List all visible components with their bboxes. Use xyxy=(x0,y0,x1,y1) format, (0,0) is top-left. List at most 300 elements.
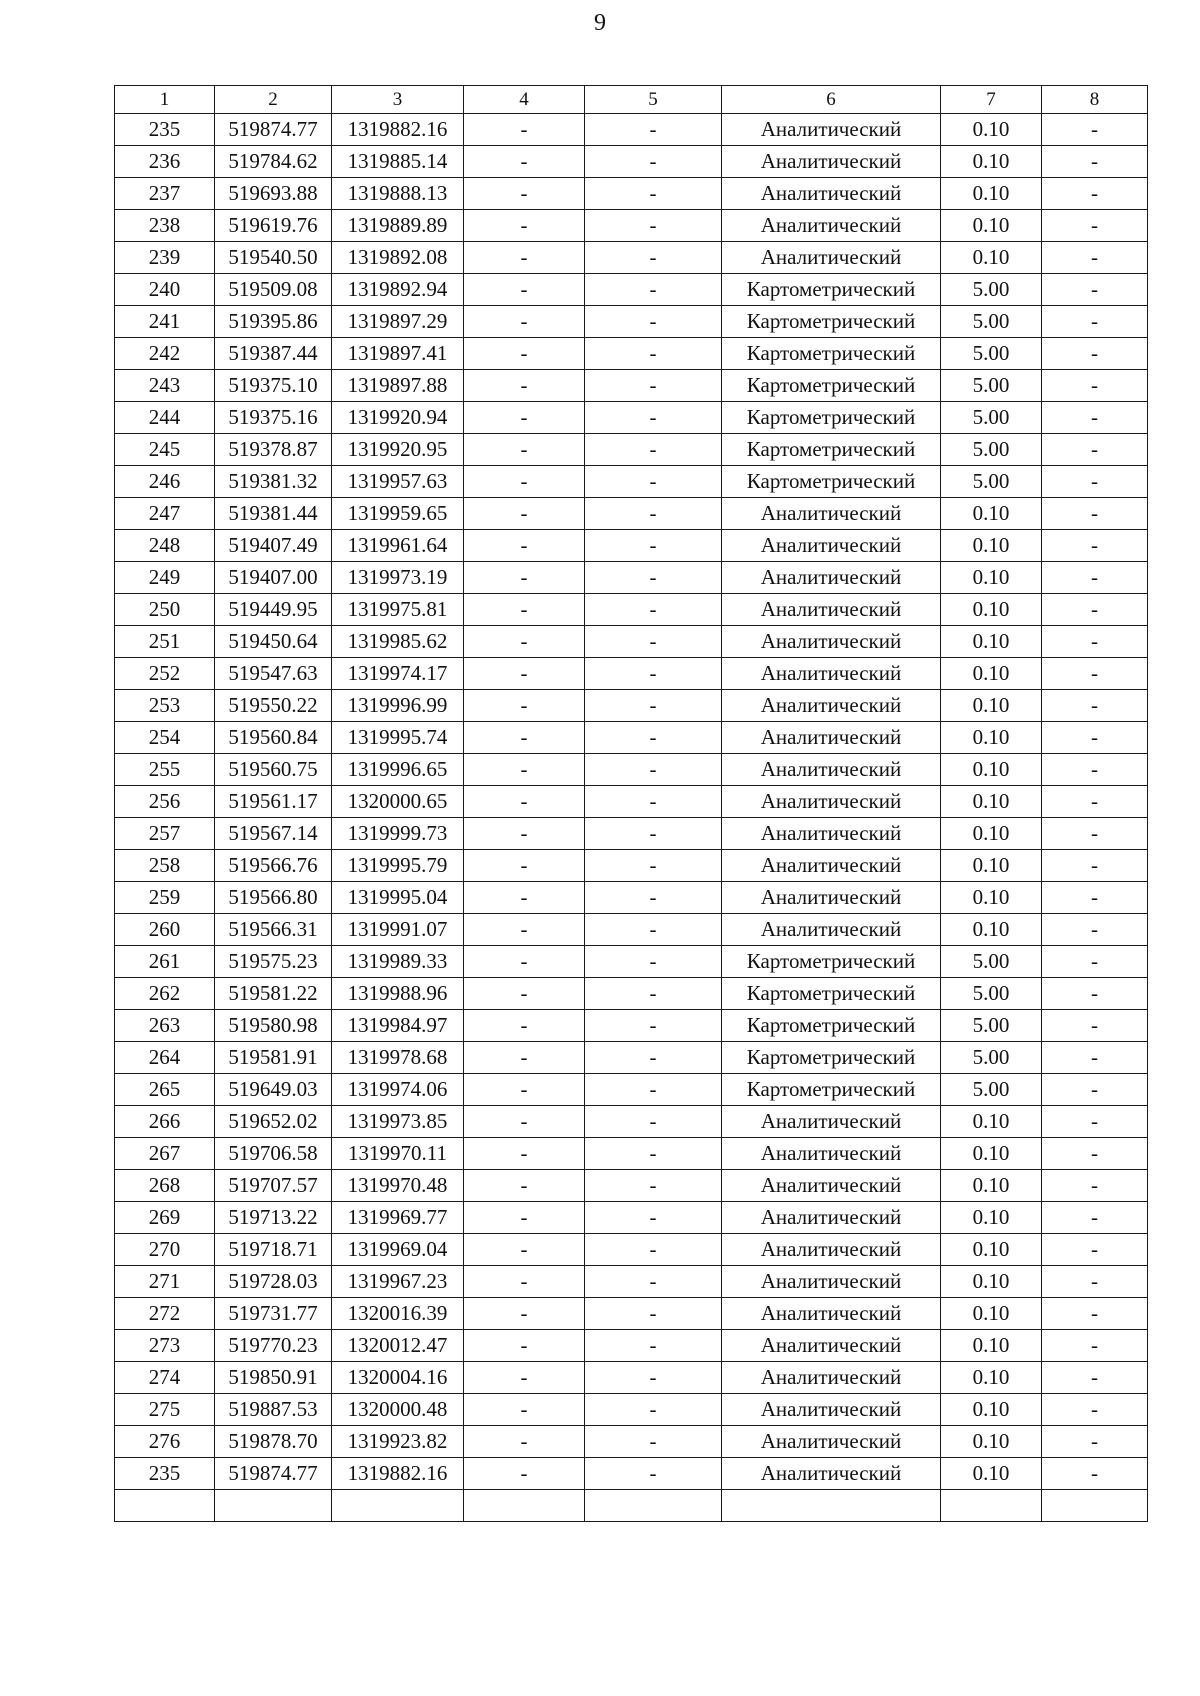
column-header-6: 6 xyxy=(722,86,941,114)
cell-x-coordinate: 519581.91 xyxy=(215,1042,332,1074)
cell-col-4: - xyxy=(464,498,585,530)
cell-x-coordinate: 519561.17 xyxy=(215,786,332,818)
table-row xyxy=(115,1074,1148,1106)
cell-col-5: - xyxy=(585,914,722,946)
cell-col-5: - xyxy=(585,562,722,594)
cell-y-coordinate: 1320000.48 xyxy=(332,1394,464,1426)
cell-point-number: 239 xyxy=(115,242,215,274)
cell-accuracy: 0.10 xyxy=(941,818,1042,850)
cell-col-8: - xyxy=(1042,978,1148,1010)
cell-col-4: - xyxy=(464,1298,585,1330)
cell-y-coordinate: 1319967.23 xyxy=(332,1266,464,1298)
table-row xyxy=(115,626,1148,658)
cell-accuracy: 0.10 xyxy=(941,1266,1042,1298)
cell-col-8: - xyxy=(1042,882,1148,914)
cell-col-4: - xyxy=(464,178,585,210)
cell-x-coordinate: 519375.10 xyxy=(215,370,332,402)
cell-col-8: - xyxy=(1042,754,1148,786)
cell-col-8: - xyxy=(1042,1106,1148,1138)
cell-method: Аналитический xyxy=(722,1458,941,1490)
cell-x-coordinate: 519407.49 xyxy=(215,530,332,562)
cell-col-4: - xyxy=(464,1330,585,1362)
cell-point-number: 243 xyxy=(115,370,215,402)
cell-method: Аналитический xyxy=(722,626,941,658)
cell-method: Аналитический xyxy=(722,690,941,722)
cell-col-5: - xyxy=(585,146,722,178)
cell-x-coordinate: 519770.23 xyxy=(215,1330,332,1362)
cell-x-coordinate: 519381.44 xyxy=(215,498,332,530)
cell-col-8: - xyxy=(1042,1170,1148,1202)
cell-point-number: 252 xyxy=(115,658,215,690)
cell-x-coordinate: 519566.31 xyxy=(215,914,332,946)
cell-accuracy: 0.10 xyxy=(941,562,1042,594)
cell-x-coordinate: 519581.22 xyxy=(215,978,332,1010)
cell-col-4: - xyxy=(464,1394,585,1426)
cell-y-coordinate: 1319961.64 xyxy=(332,530,464,562)
cell-y-coordinate: 1320016.39 xyxy=(332,1298,464,1330)
cell-accuracy: 0.10 xyxy=(941,1298,1042,1330)
cell-col-4: - xyxy=(464,754,585,786)
column-header-7: 7 xyxy=(941,86,1042,114)
cell-col-8: - xyxy=(1042,1298,1148,1330)
cell-point-number: 267 xyxy=(115,1138,215,1170)
cell-y-coordinate: 1319988.96 xyxy=(332,978,464,1010)
cell-y-coordinate: 1319885.14 xyxy=(332,146,464,178)
cell-method: Аналитический xyxy=(722,1266,941,1298)
cell-col-5: - xyxy=(585,1426,722,1458)
cell-col-4: - xyxy=(464,1362,585,1394)
cell-x-coordinate: 519395.86 xyxy=(215,306,332,338)
cell-x-coordinate: 519387.44 xyxy=(215,338,332,370)
cell-x-coordinate: 519540.50 xyxy=(215,242,332,274)
cell-accuracy: 0.10 xyxy=(941,658,1042,690)
cell-col-5: - xyxy=(585,1202,722,1234)
cell-y-coordinate: 1319892.94 xyxy=(332,274,464,306)
cell-accuracy: 0.10 xyxy=(941,1426,1042,1458)
cell-col-8: - xyxy=(1042,594,1148,626)
cell-accuracy: 0.10 xyxy=(941,1202,1042,1234)
cell-col-8: - xyxy=(1042,338,1148,370)
cell-y-coordinate: 1319970.11 xyxy=(332,1138,464,1170)
cell-col-5: - xyxy=(585,1042,722,1074)
cell-y-coordinate: 1319999.73 xyxy=(332,818,464,850)
empty-cell xyxy=(585,1490,722,1522)
cell-col-5: - xyxy=(585,658,722,690)
cell-col-4: - xyxy=(464,850,585,882)
cell-col-5: - xyxy=(585,1362,722,1394)
cell-col-4: - xyxy=(464,1138,585,1170)
cell-col-5: - xyxy=(585,242,722,274)
empty-cell xyxy=(722,1490,941,1522)
table-body xyxy=(115,86,1148,1522)
cell-col-8: - xyxy=(1042,146,1148,178)
cell-col-8: - xyxy=(1042,1074,1148,1106)
cell-y-coordinate: 1319920.95 xyxy=(332,434,464,466)
cell-method: Аналитический xyxy=(722,1234,941,1266)
column-header-8: 8 xyxy=(1042,86,1148,114)
cell-method: Аналитический xyxy=(722,1426,941,1458)
cell-col-8: - xyxy=(1042,242,1148,274)
cell-x-coordinate: 519560.75 xyxy=(215,754,332,786)
table-header-row xyxy=(115,86,1148,114)
cell-accuracy: 0.10 xyxy=(941,594,1042,626)
table-row xyxy=(115,146,1148,178)
cell-method: Аналитический xyxy=(722,146,941,178)
cell-col-4: - xyxy=(464,402,585,434)
cell-col-4: - xyxy=(464,722,585,754)
cell-point-number: 251 xyxy=(115,626,215,658)
cell-accuracy: 5.00 xyxy=(941,466,1042,498)
cell-x-coordinate: 519566.80 xyxy=(215,882,332,914)
cell-accuracy: 5.00 xyxy=(941,306,1042,338)
cell-col-4: - xyxy=(464,882,585,914)
cell-col-8: - xyxy=(1042,1010,1148,1042)
cell-col-4: - xyxy=(464,1202,585,1234)
cell-method: Аналитический xyxy=(722,914,941,946)
cell-y-coordinate: 1319923.82 xyxy=(332,1426,464,1458)
cell-accuracy: 0.10 xyxy=(941,722,1042,754)
cell-col-8: - xyxy=(1042,1234,1148,1266)
cell-method: Картометрический xyxy=(722,370,941,402)
column-header-5: 5 xyxy=(585,86,722,114)
cell-accuracy: 0.10 xyxy=(941,498,1042,530)
cell-method: Аналитический xyxy=(722,722,941,754)
cell-x-coordinate: 519378.87 xyxy=(215,434,332,466)
cell-accuracy: 0.10 xyxy=(941,210,1042,242)
cell-accuracy: 5.00 xyxy=(941,978,1042,1010)
table-row xyxy=(115,818,1148,850)
cell-method: Картометрический xyxy=(722,434,941,466)
cell-x-coordinate: 519619.76 xyxy=(215,210,332,242)
cell-accuracy: 0.10 xyxy=(941,1458,1042,1490)
cell-col-5: - xyxy=(585,690,722,722)
table-row xyxy=(115,1362,1148,1394)
cell-col-4: - xyxy=(464,1106,585,1138)
cell-col-4: - xyxy=(464,1234,585,1266)
cell-method: Аналитический xyxy=(722,1106,941,1138)
cell-method: Аналитический xyxy=(722,754,941,786)
cell-y-coordinate: 1319970.48 xyxy=(332,1170,464,1202)
cell-col-8: - xyxy=(1042,1458,1148,1490)
cell-accuracy: 0.10 xyxy=(941,1362,1042,1394)
cell-accuracy: 0.10 xyxy=(941,626,1042,658)
cell-col-5: - xyxy=(585,1298,722,1330)
cell-method: Картометрический xyxy=(722,466,941,498)
cell-y-coordinate: 1319996.65 xyxy=(332,754,464,786)
table-row xyxy=(115,1394,1148,1426)
cell-y-coordinate: 1319897.29 xyxy=(332,306,464,338)
cell-x-coordinate: 519575.23 xyxy=(215,946,332,978)
cell-x-coordinate: 519450.64 xyxy=(215,626,332,658)
cell-col-4: - xyxy=(464,1458,585,1490)
table-row xyxy=(115,946,1148,978)
cell-method: Аналитический xyxy=(722,850,941,882)
cell-x-coordinate: 519850.91 xyxy=(215,1362,332,1394)
cell-point-number: 256 xyxy=(115,786,215,818)
cell-col-4: - xyxy=(464,626,585,658)
cell-accuracy: 5.00 xyxy=(941,402,1042,434)
table-row xyxy=(115,754,1148,786)
cell-col-8: - xyxy=(1042,210,1148,242)
cell-y-coordinate: 1319974.06 xyxy=(332,1074,464,1106)
table-row xyxy=(115,786,1148,818)
table-row xyxy=(115,1042,1148,1074)
cell-y-coordinate: 1319984.97 xyxy=(332,1010,464,1042)
empty-cell xyxy=(941,1490,1042,1522)
cell-col-5: - xyxy=(585,1106,722,1138)
table-row xyxy=(115,978,1148,1010)
cell-col-8: - xyxy=(1042,370,1148,402)
cell-accuracy: 0.10 xyxy=(941,1234,1042,1266)
table-row xyxy=(115,210,1148,242)
cell-accuracy: 0.10 xyxy=(941,754,1042,786)
cell-col-5: - xyxy=(585,1138,722,1170)
cell-col-8: - xyxy=(1042,1138,1148,1170)
cell-col-5: - xyxy=(585,434,722,466)
cell-x-coordinate: 519560.84 xyxy=(215,722,332,754)
empty-cell xyxy=(464,1490,585,1522)
empty-row xyxy=(115,1490,1148,1522)
cell-col-4: - xyxy=(464,370,585,402)
cell-col-4: - xyxy=(464,562,585,594)
cell-x-coordinate: 519731.77 xyxy=(215,1298,332,1330)
cell-point-number: 270 xyxy=(115,1234,215,1266)
column-header-3: 3 xyxy=(332,86,464,114)
cell-col-4: - xyxy=(464,786,585,818)
cell-point-number: 257 xyxy=(115,818,215,850)
table-row xyxy=(115,530,1148,562)
table-row xyxy=(115,1106,1148,1138)
page-number: 9 xyxy=(594,10,606,36)
empty-cell xyxy=(1042,1490,1148,1522)
cell-y-coordinate: 1320004.16 xyxy=(332,1362,464,1394)
table-row xyxy=(115,498,1148,530)
cell-col-8: - xyxy=(1042,1202,1148,1234)
cell-col-8: - xyxy=(1042,818,1148,850)
cell-col-8: - xyxy=(1042,498,1148,530)
table-row xyxy=(115,242,1148,274)
cell-col-4: - xyxy=(464,210,585,242)
cell-y-coordinate: 1319996.99 xyxy=(332,690,464,722)
cell-method: Аналитический xyxy=(722,178,941,210)
cell-method: Аналитический xyxy=(722,242,941,274)
cell-y-coordinate: 1319969.04 xyxy=(332,1234,464,1266)
table-row xyxy=(115,1234,1148,1266)
cell-col-4: - xyxy=(464,434,585,466)
cell-col-4: - xyxy=(464,466,585,498)
cell-col-4: - xyxy=(464,1170,585,1202)
cell-method: Аналитический xyxy=(722,1138,941,1170)
cell-y-coordinate: 1319995.79 xyxy=(332,850,464,882)
cell-point-number: 271 xyxy=(115,1266,215,1298)
cell-col-8: - xyxy=(1042,946,1148,978)
cell-point-number: 261 xyxy=(115,946,215,978)
cell-col-4: - xyxy=(464,914,585,946)
cell-method: Аналитический xyxy=(722,530,941,562)
cell-col-5: - xyxy=(585,306,722,338)
cell-method: Аналитический xyxy=(722,786,941,818)
table-row xyxy=(115,562,1148,594)
cell-method: Картометрический xyxy=(722,402,941,434)
cell-point-number: 237 xyxy=(115,178,215,210)
cell-col-8: - xyxy=(1042,306,1148,338)
cell-col-8: - xyxy=(1042,274,1148,306)
cell-col-8: - xyxy=(1042,466,1148,498)
cell-col-5: - xyxy=(585,114,722,146)
cell-col-4: - xyxy=(464,818,585,850)
table-row xyxy=(115,690,1148,722)
cell-y-coordinate: 1319882.16 xyxy=(332,114,464,146)
cell-accuracy: 5.00 xyxy=(941,1074,1042,1106)
cell-col-8: - xyxy=(1042,178,1148,210)
cell-col-4: - xyxy=(464,1042,585,1074)
cell-y-coordinate: 1319897.88 xyxy=(332,370,464,402)
cell-col-5: - xyxy=(585,1170,722,1202)
empty-cell xyxy=(215,1490,332,1522)
table-row xyxy=(115,338,1148,370)
table-row xyxy=(115,178,1148,210)
cell-point-number: 265 xyxy=(115,1074,215,1106)
cell-x-coordinate: 519381.32 xyxy=(215,466,332,498)
cell-col-5: - xyxy=(585,498,722,530)
cell-point-number: 253 xyxy=(115,690,215,722)
cell-col-5: - xyxy=(585,1074,722,1106)
cell-method: Аналитический xyxy=(722,1362,941,1394)
cell-col-4: - xyxy=(464,658,585,690)
cell-accuracy: 0.10 xyxy=(941,1106,1042,1138)
cell-col-5: - xyxy=(585,594,722,626)
table-row xyxy=(115,850,1148,882)
cell-x-coordinate: 519407.00 xyxy=(215,562,332,594)
table-row xyxy=(115,434,1148,466)
cell-point-number: 254 xyxy=(115,722,215,754)
cell-accuracy: 0.10 xyxy=(941,882,1042,914)
coordinates-table xyxy=(114,85,1148,1522)
table-row xyxy=(115,1010,1148,1042)
table-row xyxy=(115,1298,1148,1330)
cell-accuracy: 5.00 xyxy=(941,1042,1042,1074)
cell-method: Картометрический xyxy=(722,1042,941,1074)
cell-accuracy: 5.00 xyxy=(941,338,1042,370)
cell-method: Аналитический xyxy=(722,1298,941,1330)
table-row xyxy=(115,1138,1148,1170)
cell-x-coordinate: 519547.63 xyxy=(215,658,332,690)
cell-x-coordinate: 519375.16 xyxy=(215,402,332,434)
cell-accuracy: 0.10 xyxy=(941,1170,1042,1202)
cell-method: Аналитический xyxy=(722,1170,941,1202)
cell-y-coordinate: 1319978.68 xyxy=(332,1042,464,1074)
cell-method: Аналитический xyxy=(722,1202,941,1234)
cell-col-8: - xyxy=(1042,562,1148,594)
cell-point-number: 245 xyxy=(115,434,215,466)
cell-col-8: - xyxy=(1042,914,1148,946)
cell-x-coordinate: 519707.57 xyxy=(215,1170,332,1202)
cell-accuracy: 0.10 xyxy=(941,146,1042,178)
cell-col-5: - xyxy=(585,1394,722,1426)
cell-point-number: 242 xyxy=(115,338,215,370)
cell-col-4: - xyxy=(464,242,585,274)
cell-point-number: 259 xyxy=(115,882,215,914)
cell-x-coordinate: 519509.08 xyxy=(215,274,332,306)
cell-y-coordinate: 1319989.33 xyxy=(332,946,464,978)
cell-accuracy: 5.00 xyxy=(941,274,1042,306)
table-row xyxy=(115,1202,1148,1234)
cell-x-coordinate: 519567.14 xyxy=(215,818,332,850)
cell-col-5: - xyxy=(585,754,722,786)
table-row xyxy=(115,114,1148,146)
cell-point-number: 241 xyxy=(115,306,215,338)
cell-y-coordinate: 1319892.08 xyxy=(332,242,464,274)
cell-col-5: - xyxy=(585,402,722,434)
cell-y-coordinate: 1320000.65 xyxy=(332,786,464,818)
cell-y-coordinate: 1319991.07 xyxy=(332,914,464,946)
cell-method: Аналитический xyxy=(722,818,941,850)
table-row xyxy=(115,722,1148,754)
table-row xyxy=(115,882,1148,914)
cell-col-8: - xyxy=(1042,1426,1148,1458)
cell-point-number: 235 xyxy=(115,114,215,146)
cell-accuracy: 0.10 xyxy=(941,786,1042,818)
cell-accuracy: 0.10 xyxy=(941,914,1042,946)
cell-col-8: - xyxy=(1042,434,1148,466)
cell-col-5: - xyxy=(585,882,722,914)
cell-y-coordinate: 1319975.81 xyxy=(332,594,464,626)
cell-method: Картометрический xyxy=(722,306,941,338)
cell-x-coordinate: 519566.76 xyxy=(215,850,332,882)
cell-col-5: - xyxy=(585,1234,722,1266)
cell-col-4: - xyxy=(464,1010,585,1042)
table-row xyxy=(115,1170,1148,1202)
cell-y-coordinate: 1319920.94 xyxy=(332,402,464,434)
cell-col-8: - xyxy=(1042,1266,1148,1298)
cell-point-number: 262 xyxy=(115,978,215,1010)
cell-col-4: - xyxy=(464,114,585,146)
empty-cell xyxy=(332,1490,464,1522)
cell-x-coordinate: 519580.98 xyxy=(215,1010,332,1042)
cell-method: Картометрический xyxy=(722,978,941,1010)
cell-accuracy: 0.10 xyxy=(941,1138,1042,1170)
cell-col-5: - xyxy=(585,210,722,242)
cell-col-8: - xyxy=(1042,658,1148,690)
column-header-1: 1 xyxy=(115,86,215,114)
cell-point-number: 274 xyxy=(115,1362,215,1394)
cell-method: Картометрический xyxy=(722,274,941,306)
cell-x-coordinate: 519649.03 xyxy=(215,1074,332,1106)
table-row xyxy=(115,1266,1148,1298)
cell-y-coordinate: 1319995.74 xyxy=(332,722,464,754)
cell-y-coordinate: 1319985.62 xyxy=(332,626,464,658)
cell-accuracy: 0.10 xyxy=(941,242,1042,274)
cell-x-coordinate: 519706.58 xyxy=(215,1138,332,1170)
table-row xyxy=(115,1330,1148,1362)
cell-col-8: - xyxy=(1042,722,1148,754)
table-row xyxy=(115,594,1148,626)
cell-accuracy: 0.10 xyxy=(941,178,1042,210)
cell-method: Аналитический xyxy=(722,594,941,626)
cell-col-4: - xyxy=(464,978,585,1010)
cell-col-5: - xyxy=(585,786,722,818)
cell-accuracy: 0.10 xyxy=(941,1330,1042,1362)
cell-x-coordinate: 519874.77 xyxy=(215,1458,332,1490)
cell-x-coordinate: 519652.02 xyxy=(215,1106,332,1138)
cell-point-number: 266 xyxy=(115,1106,215,1138)
cell-method: Аналитический xyxy=(722,882,941,914)
cell-point-number: 276 xyxy=(115,1426,215,1458)
cell-y-coordinate: 1319973.85 xyxy=(332,1106,464,1138)
cell-col-5: - xyxy=(585,1010,722,1042)
cell-point-number: 255 xyxy=(115,754,215,786)
cell-point-number: 269 xyxy=(115,1202,215,1234)
